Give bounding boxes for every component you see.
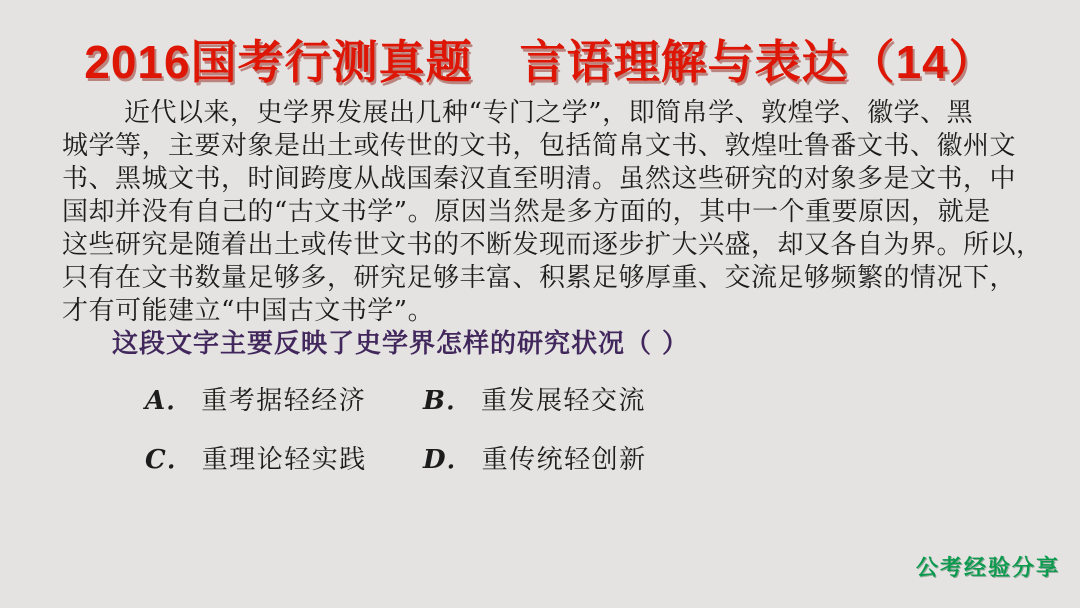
option-c [145,444,423,476]
option-b-text: 重发展轻交流 [480,386,646,416]
passage-line: 国却并没有自己的“古文书学”。原因当然是多方面的，其中一个重要原因，就是 [62,197,991,227]
passage-line: 这些研究是随着出土或传世文书的不断发现而逐步扩大兴盛，却又各自为界。所以， [62,230,1043,260]
passage-line: 近代以来，史学界发展出几种“专门之学”，即简帛学、敦煌学、徽学、黑 [124,98,974,128]
passage-line: 只有在文书数量足够多，研究足够丰富、积累足够厚重、交流足够频繁的情况下， [62,263,1017,293]
answer-options [145,385,701,503]
option-a [145,385,423,417]
option-b-letter: B． [423,386,473,416]
option-d-text: 重传统轻创新 [481,445,647,475]
watermark-text: 公考经验分享 [915,555,1060,581]
question-text: 这段文字主要反映了史学界怎样的研究状况（ ） [112,329,690,359]
page-title: 2016国考行测真题 言语理解与表达（14） [84,36,996,88]
option-d [423,444,701,476]
option-c-text: 重理论轻实践 [201,445,367,475]
passage-line: 才有可能建立“中国古文书学”。 [62,296,435,326]
option-a-text: 重考据轻经济 [201,386,367,416]
option-c-letter: C． [145,445,194,475]
options-row-2 [145,444,701,476]
option-b [423,385,701,417]
passage-line: 城学等，主要对象是出土或传世的文书，包括简帛文书、敦煌吐鲁番文书、徽州文 [62,131,1017,161]
passage-line: 书、黑城文书，时间跨度从战国秦汉直至明清。虽然这些研究的对象多是文书，中 [62,164,1017,194]
option-a-letter: A． [145,386,194,416]
reading-passage [62,97,1043,328]
option-d-letter: D． [423,445,474,475]
options-row-1 [145,385,701,417]
